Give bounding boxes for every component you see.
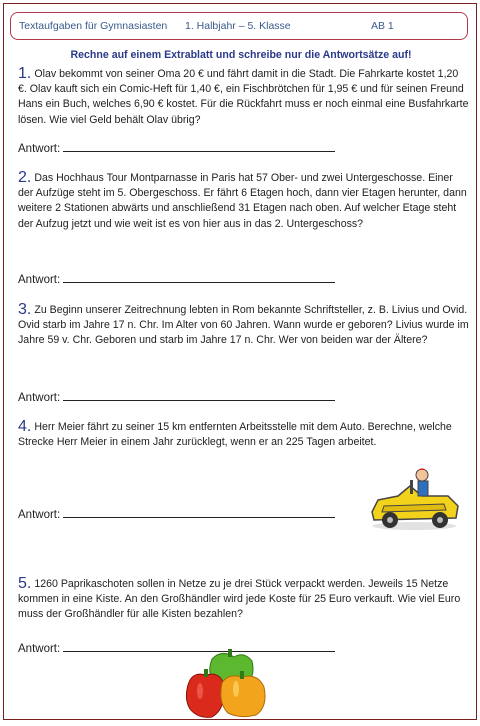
task-number: 3. — [18, 301, 32, 318]
answer-line-2[interactable] — [63, 272, 335, 283]
header-sheet-id: AB 1 — [371, 20, 394, 32]
task-number: 4. — [18, 418, 32, 435]
header-term: 1. Halbjahr – 5. Klasse — [185, 20, 291, 32]
task-number: 5. — [18, 575, 32, 592]
task-number: 2. — [18, 169, 32, 186]
answer-row-3 — [18, 390, 335, 404]
answer-label: Antwort: — [18, 274, 61, 286]
task-text: Zu Beginn unserer Zeitrechnung lebten in Rom bekannte Schriftsteller, z. B. Livius und Ovid. Ovid starb im Jahre 17 n. Chr. Im Alter von 60 Jahren. Wann wurde er geboren? Livius wurde im Jahre 59 v. Chr. Geboren und starb im Jahre 17 n. Chr. Wer von beiden war der Ältere? — [18, 304, 469, 347]
answer-row-1 — [18, 141, 335, 155]
task-number: 1. — [18, 65, 32, 82]
worksheet-header — [10, 12, 468, 40]
answer-label: Antwort: — [18, 392, 61, 404]
answer-row-2 — [18, 272, 335, 286]
answer-label: Antwort: — [18, 509, 61, 521]
task-5 — [18, 576, 470, 623]
answer-line-3[interactable] — [63, 390, 335, 401]
task-2 — [18, 170, 470, 232]
answer-line-1[interactable] — [63, 141, 335, 152]
task-1 — [18, 66, 470, 128]
task-text: Olav bekommt von seiner Oma 20 € und fährt damit in die Stadt. Die Fahrkarte kostet 1,20 €. Olav kauft sich ein Comic-Heft für 1,40 €, ein Fischbrötchen für 1,95 € und für seinen Freund Hans ein Buch, welches 6,90 € kostet. Für die Rückfahrt muss er noch einmal eine Busfahrkarte lösen. Wie viel Geld behält Olav übrig? — [18, 68, 469, 126]
worksheet-page — [3, 3, 477, 720]
task-4 — [18, 419, 470, 450]
task-text: 1260 Paprikaschoten sollen in Netze zu je drei Stück verpackt werden. Jeweils 15 Netze kommen in eine Kiste. An den Großhändler wird jede Koste für 25 Euro verkauft. Wie viel Euro muss der Großhändler für alle Kisten bezahlen? — [18, 578, 461, 621]
header-subject: Textaufgaben für Gymnasiasten — [19, 20, 168, 32]
answer-row-4 — [18, 507, 335, 521]
pepper-illustration — [182, 649, 274, 719]
task-text: Das Hochhaus Tour Montparnasse in Paris hat 57 Ober- und zwei Untergeschosse. Einer der Aufzüge steht im 5. Obergeschoss. Er fährt 6 Etagen hoch, dann vier Etagen herunter, dann weitere 2 Stationen abwärts und anschließend 31 Etagen nach oben. Auf welcher Etage steht der Aufzug jetzt und wie weit ist es von hier aus in das 2. Untergeschoss? — [18, 172, 467, 230]
instruction-text: Rechne auf einem Extrablatt und schreibe nur die Antwortsätze auf! — [70, 49, 412, 61]
answer-row-5 — [18, 641, 335, 655]
answer-label: Antwort: — [18, 643, 61, 655]
answer-label: Antwort: — [18, 143, 61, 155]
answer-line-4[interactable] — [63, 507, 335, 518]
task-text: Herr Meier fährt zu seiner 15 km entfernten Arbeitsstelle mit dem Auto. Berechne, welche Strecke Herr Meier in einem Jahr zurücklegt, wenn er an 225 Tagen arbeitet. — [18, 421, 452, 449]
task-3 — [18, 302, 470, 349]
car-illustration — [364, 466, 464, 536]
